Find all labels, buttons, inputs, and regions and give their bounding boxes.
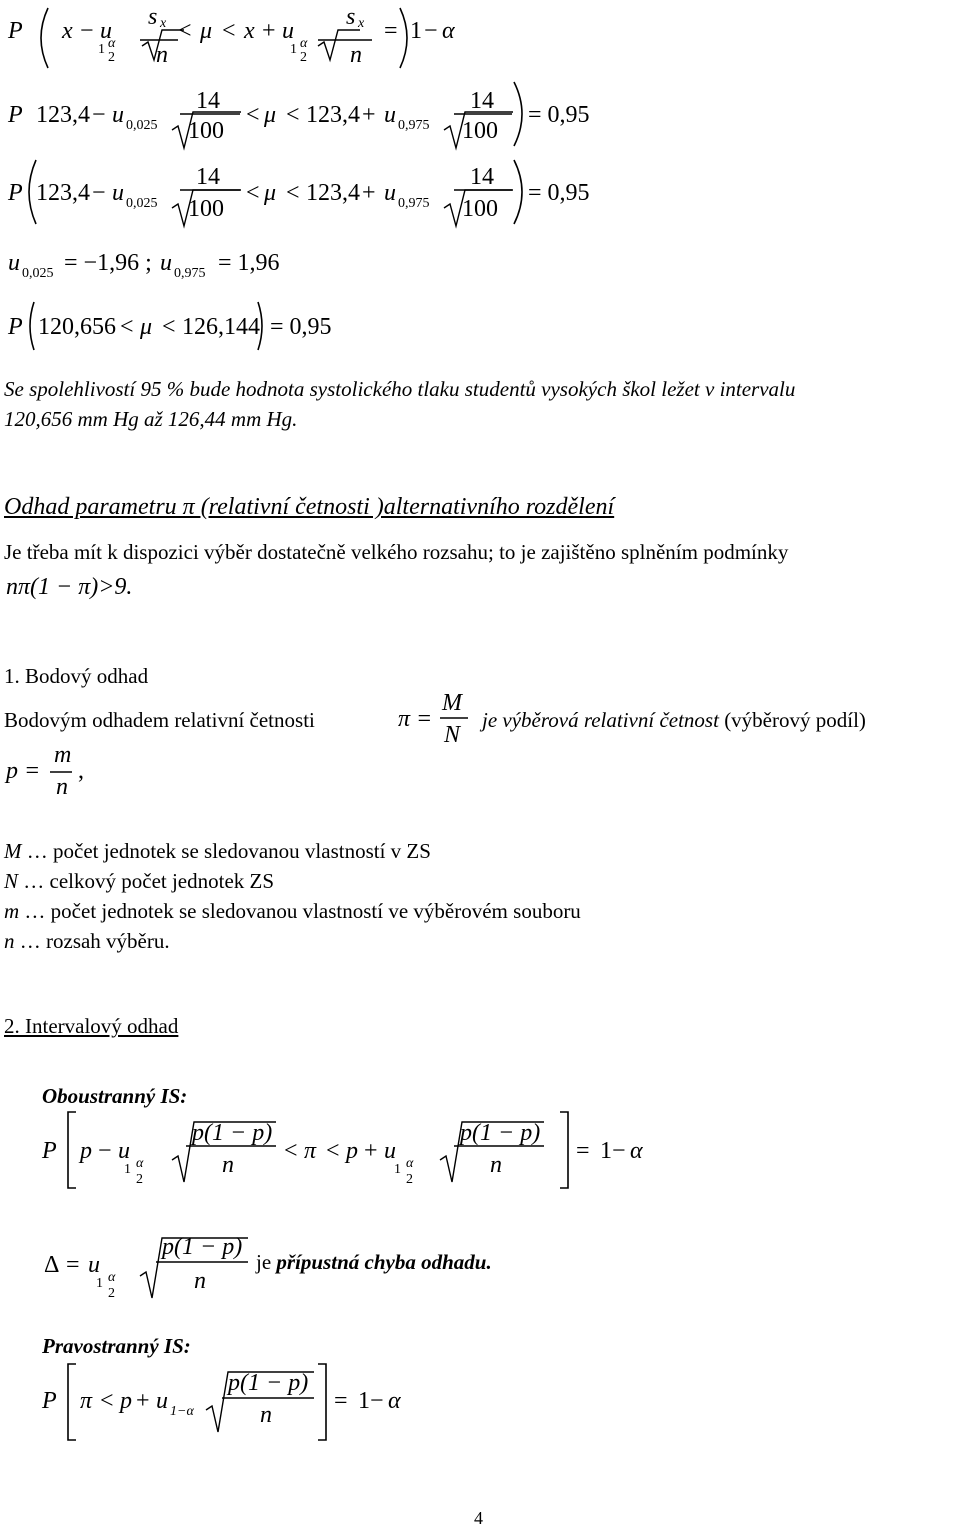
symbol-lt: <: [100, 1388, 114, 1414]
numerator-14: 14: [470, 164, 494, 190]
definition-text: … celkový počet jednotek ZS: [23, 869, 275, 893]
denominator-100: 100: [462, 118, 498, 144]
symbol-lt: <: [162, 314, 176, 340]
symbol-u: u: [384, 1138, 396, 1164]
symbol-P: P: [42, 1388, 57, 1414]
numerator-p1p: p(1 − p): [460, 1120, 541, 1146]
bracket-right: [560, 1112, 568, 1188]
symbol-lt: <: [120, 314, 134, 340]
quantile-sub-high: 0,975: [398, 118, 430, 133]
interval-low: 120,656: [38, 314, 116, 340]
subscript-1: 1: [98, 42, 105, 57]
quantile-low-value: = −1,96 ;: [64, 250, 152, 276]
mean-value: 123,4: [36, 102, 90, 128]
numerator-14: 14: [196, 88, 220, 114]
subscript-alpha: α: [136, 1156, 144, 1171]
fraction-denominator-n: n: [56, 774, 68, 800]
symbol-lt: <: [178, 18, 192, 44]
denominator-100: 100: [462, 196, 498, 222]
point-estimate-intro: Bodovým odhadem relativní četnosti: [4, 708, 315, 732]
subscript-2: 2: [406, 1172, 413, 1187]
symbol-u: u: [384, 180, 396, 206]
delta-text-normal: je: [256, 1250, 272, 1274]
quantile-high-value: = 1,96: [218, 250, 280, 276]
right-sided-label: Pravostranný IS:: [42, 1334, 191, 1358]
symbol-lt: <: [284, 1138, 298, 1164]
symbol-mu: μ: [264, 102, 277, 128]
result-095: = 0,95: [270, 314, 332, 340]
paren-right: [514, 82, 522, 146]
symbol-pi: π: [304, 1138, 317, 1164]
numerator-14: 14: [196, 164, 220, 190]
denominator-n: n: [194, 1268, 206, 1294]
subscript-alpha: α: [108, 1270, 116, 1285]
subscript-1: 1: [124, 1162, 131, 1177]
paren-left: [29, 160, 36, 224]
symbol-lt: <: [246, 180, 260, 206]
mean-value: 123,4: [306, 102, 360, 128]
symbol-delta: Δ: [44, 1252, 60, 1278]
subscript-alpha: α: [300, 36, 308, 51]
symbol-plus: +: [362, 180, 376, 206]
definition-item: [4, 926, 581, 956]
symbol-p: p: [80, 1138, 92, 1164]
definition-symbol: m: [4, 899, 20, 923]
denominator-100: 100: [188, 196, 224, 222]
denominator-n: n: [222, 1152, 234, 1178]
symbol-eq: =: [66, 1252, 80, 1278]
symbol-P: P: [8, 180, 23, 206]
symbol-mu: μ: [140, 314, 153, 340]
delta-description: [256, 1250, 492, 1275]
subscript-1: 1: [290, 42, 297, 57]
fraction-denominator-N: N: [444, 722, 461, 748]
symbol-pi: π: [80, 1388, 93, 1414]
symbol-n: n: [156, 42, 168, 68]
definition-text: … počet jednotek se sledovanou vlastností v ZS: [26, 839, 431, 863]
subscript-1: 1: [96, 1276, 103, 1291]
symbol-lt: <: [246, 102, 260, 128]
result-095: = 0,95: [528, 180, 590, 206]
definition-symbol: N: [4, 869, 19, 893]
symbol-P: P: [8, 102, 23, 128]
subscript-2: 2: [108, 1286, 115, 1301]
symbol-u: u: [100, 18, 112, 44]
mean-value: 123,4: [36, 180, 90, 206]
symbol-mu: μ: [264, 180, 277, 206]
symbol-u: u: [384, 102, 396, 128]
subscript-alpha: α: [108, 36, 116, 51]
conclusion-paragraph: [4, 374, 795, 434]
symbol-x: x: [244, 18, 255, 44]
definition-symbol: n: [4, 929, 15, 953]
definition-text: … počet jednotek se sledovanou vlastností ve výběrovém souboru: [24, 899, 581, 923]
symbol-plus: +: [362, 102, 376, 128]
subscript-1-alpha: 1−α: [170, 1404, 194, 1419]
symbol-u: u: [160, 250, 172, 276]
bracket-right: [318, 1364, 326, 1440]
definitions-list: [4, 836, 581, 956]
symbol-plus: +: [136, 1388, 150, 1414]
subscript-x: x: [160, 16, 167, 31]
comma: ,: [78, 758, 84, 784]
two-sided-label: Oboustranný IS:: [42, 1084, 188, 1108]
result-095: = 0,95: [528, 102, 590, 128]
subscript-2: 2: [136, 1172, 143, 1187]
quantile-sub-low: 0,025: [22, 266, 54, 281]
symbol-minus: −: [424, 18, 438, 44]
symbol-P: P: [42, 1138, 57, 1164]
denominator-n: n: [490, 1152, 502, 1178]
estimate-italic-text: je výběrová relativní četnost: [482, 708, 719, 732]
symbol-lt: <: [286, 102, 300, 128]
symbol-lt: <: [286, 180, 300, 206]
subscript-2: 2: [300, 50, 307, 65]
symbol-P: P: [8, 18, 23, 44]
paren-left: [30, 302, 34, 350]
p-equals: p =: [6, 758, 41, 784]
symbol-p: p: [120, 1388, 132, 1414]
section-title: Odhad parametru π (relativní četnosti )alternativního rozdělení: [4, 494, 615, 520]
mean-value: 123,4: [306, 180, 360, 206]
subscript-1: 1: [394, 1162, 401, 1177]
pi-equals: π =: [398, 706, 433, 732]
interval-high: 126,144: [182, 314, 260, 340]
quantile-sub-high: 0,975: [174, 266, 206, 281]
denominator-n: n: [260, 1402, 272, 1428]
symbol-s: s: [346, 4, 356, 30]
point-estimate-description: [482, 708, 866, 733]
numerator-p1p: p(1 − p): [162, 1234, 243, 1260]
symbol-one: 1: [600, 1138, 612, 1164]
definition-item: [4, 896, 581, 926]
symbol-lt: <: [326, 1138, 340, 1164]
symbol-one: 1: [358, 1388, 370, 1414]
symbol-eq: =: [384, 18, 398, 44]
symbol-s: s: [148, 4, 158, 30]
denominator-100: 100: [188, 118, 224, 144]
condition-text: Je třeba mít k dispozici výběr dostatečně velkého rozsahu; to je zajištěno splněním podmínky: [4, 540, 789, 564]
fraction-numerator-M: M: [442, 690, 462, 716]
quantile-sub-low: 0,025: [126, 118, 158, 133]
bracket-left: [68, 1364, 76, 1440]
symbol-p: p: [346, 1138, 358, 1164]
symbol-plus: +: [364, 1138, 378, 1164]
symbol-minus: −: [612, 1138, 626, 1164]
symbol-lt: <: [222, 18, 236, 44]
symbol-minus: −: [92, 180, 106, 206]
page-number: 4: [474, 1508, 483, 1528]
symbol-alpha: α: [388, 1388, 401, 1414]
symbol-u: u: [118, 1138, 130, 1164]
symbol-eq: =: [334, 1388, 348, 1414]
symbol-x: x: [62, 18, 73, 44]
quantile-sub-high: 0,975: [398, 196, 430, 211]
symbol-u: u: [112, 180, 124, 206]
point-estimate-heading: 1. Bodový odhad: [4, 664, 149, 688]
symbol-u: u: [112, 102, 124, 128]
symbol-u: u: [88, 1252, 100, 1278]
interval-estimate-heading: 2. Intervalový odhad: [4, 1014, 179, 1038]
symbol-alpha: α: [442, 18, 455, 44]
subscript-x: x: [358, 16, 365, 31]
conclusion-line-2: 120,656 mm Hg až 126,44 mm Hg.: [4, 407, 298, 431]
symbol-one: 1: [410, 18, 422, 44]
paren-right: [400, 8, 407, 68]
symbol-minus: −: [98, 1138, 112, 1164]
paren-right: [514, 160, 522, 224]
subscript-2: 2: [108, 50, 115, 65]
symbol-n: n: [350, 42, 362, 68]
symbol-minus: −: [92, 102, 106, 128]
symbol-u: u: [8, 250, 20, 276]
definition-item: [4, 866, 581, 896]
symbol-plus: +: [262, 18, 276, 44]
subscript-alpha: α: [406, 1156, 414, 1171]
symbol-minus: −: [370, 1388, 384, 1414]
definition-item: [4, 836, 581, 866]
fraction-numerator-m: m: [54, 742, 72, 768]
bracket-left: [68, 1112, 76, 1188]
estimate-normal-text: (výběrový podíl): [724, 708, 866, 732]
paren-left: [41, 8, 48, 68]
symbol-eq: =: [576, 1138, 590, 1164]
symbol-minus: −: [80, 18, 94, 44]
numerator-14: 14: [470, 88, 494, 114]
symbol-alpha: α: [630, 1138, 643, 1164]
delta-text-bold: přípustná chyba odhadu.: [276, 1250, 492, 1274]
definition-text: … rozsah výběru.: [19, 929, 170, 953]
conclusion-line-1: Se spolehlivostí 95 % bude hodnota systolického tlaku studentů vysokých škol ležet v intervalu: [4, 377, 796, 401]
condition-formula: nπ(1 − π)>9.: [6, 574, 133, 600]
quantile-sub-low: 0,025: [126, 196, 158, 211]
symbol-mu: μ: [200, 18, 213, 44]
symbol-P: P: [8, 314, 23, 340]
numerator-p1p: p(1 − p): [192, 1120, 273, 1146]
symbol-u: u: [282, 18, 294, 44]
numerator-p1p: p(1 − p): [228, 1370, 309, 1396]
definition-symbol: M: [4, 839, 22, 863]
symbol-u: u: [156, 1388, 168, 1414]
